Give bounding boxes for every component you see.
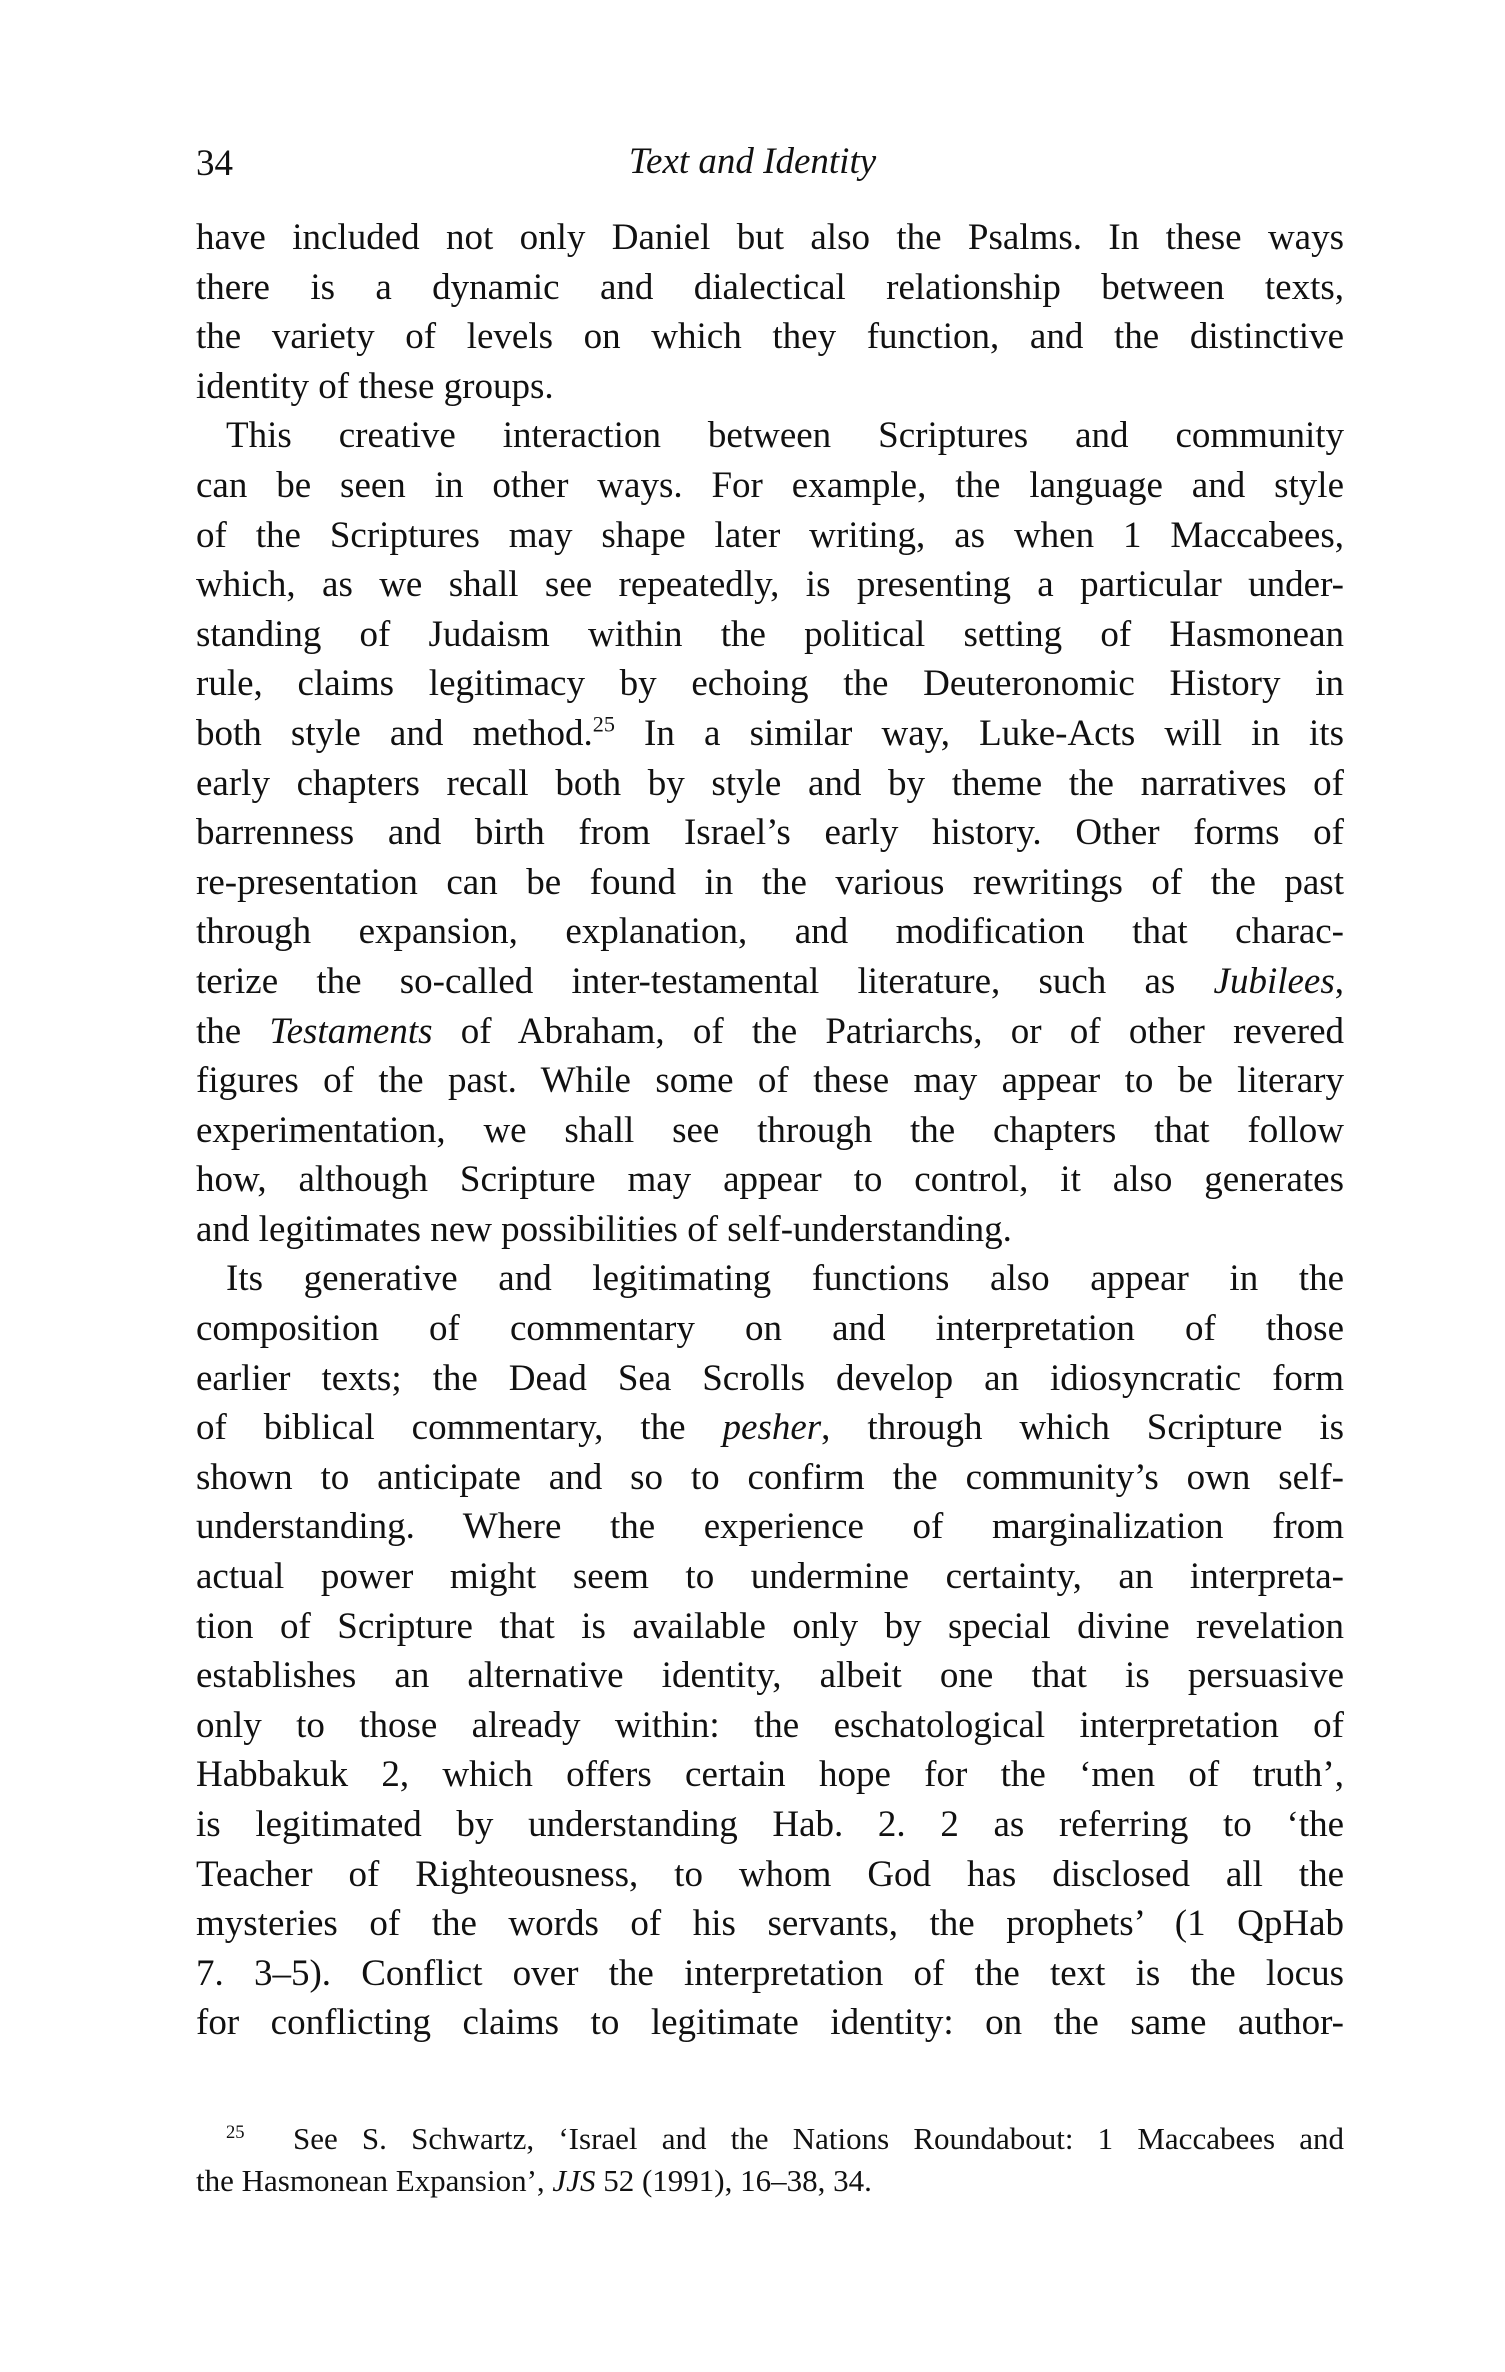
text-line <box>196 1899 1344 1949</box>
text-segment: there is a dynamic and dialectical relationship between texts, <box>196 266 1344 308</box>
footnote-marker: 25 <box>226 2121 245 2143</box>
text-segment: See S. Schwartz, ‘Israel and the Nations Roundabout: 1 Maccabees and <box>244 2121 1344 2156</box>
body-text <box>196 213 1344 2048</box>
text-line <box>196 1552 1344 1602</box>
footnote-line <box>196 2118 1344 2160</box>
text-segment: tion of Scripture that is available only by special divine revelation <box>196 1605 1344 1647</box>
text-line <box>196 1850 1344 1900</box>
text-segment: the <box>196 1010 270 1052</box>
text-line <box>196 1502 1344 1552</box>
text-segment: identity of these groups. <box>196 365 554 407</box>
text-segment: actual power might seem to undermine certainty, an interpreta- <box>196 1556 1344 1598</box>
text-segment: experimentation, we shall see through the chapters that follow <box>196 1109 1344 1151</box>
text-segment: This creative interaction between Scriptures and community <box>226 415 1344 457</box>
text-segment: mysteries of the words of his servants, the prophets’ (1 QpHab <box>196 1903 1344 1945</box>
text-line <box>196 1949 1344 1999</box>
text-segment: rule, claims legitimacy by echoing the Deuteronomic History in <box>196 663 1344 705</box>
italic-text: Testaments <box>269 1010 433 1052</box>
text-segment: only to those already within: the eschatological interpretation of <box>196 1704 1344 1746</box>
footnote-marker: 25 <box>592 711 615 737</box>
text-line <box>196 1701 1344 1751</box>
text-line <box>196 858 1344 908</box>
text-line <box>196 808 1344 858</box>
text-segment: barrenness and birth from Israel’s early history. Other forms of <box>196 812 1344 854</box>
text-line <box>196 1354 1344 1404</box>
text-line <box>196 1254 1344 1304</box>
text-segment: re-presentation can be found in the various rewritings of the past <box>196 861 1344 903</box>
text-segment: of biblical commentary, the <box>196 1407 723 1449</box>
text-line <box>196 213 1344 263</box>
text-segment: Teacher of Righteousness, to whom God has disclosed all the <box>196 1853 1344 1895</box>
italic-text: pesher <box>722 1407 822 1449</box>
text-line <box>196 362 1344 412</box>
text-segment: of the Scriptures may shape later writing, as when 1 Maccabees, <box>196 514 1344 556</box>
text-segment: for conflicting claims to legitimate identity: on the same author- <box>196 2002 1344 2044</box>
text-line <box>196 560 1344 610</box>
text-line <box>196 312 1344 362</box>
text-line <box>196 659 1344 709</box>
text-line <box>196 1106 1344 1156</box>
text-line <box>196 957 1344 1007</box>
text-segment: composition of commentary on and interpretation of those <box>196 1308 1344 1350</box>
text-segment: through expansion, explanation, and modification that charac- <box>196 911 1344 953</box>
text-line <box>196 1602 1344 1652</box>
text-line <box>196 511 1344 561</box>
text-segment: is legitimated by understanding Hab. 2. 2 as referring to ‘the <box>196 1804 1344 1845</box>
text-segment: and legitimates new possibilities of self-understanding. <box>196 1208 1012 1250</box>
text-line <box>196 1304 1344 1354</box>
text-line <box>196 1205 1344 1255</box>
text-segment: early chapters recall both by style and by theme the narratives of <box>196 762 1344 804</box>
text-segment: , through which Scripture is <box>821 1407 1344 1449</box>
italic-text: Jubilees <box>1213 960 1335 1002</box>
text-segment: shown to anticipate and so to confirm the community’s own self- <box>196 1456 1344 1498</box>
text-line <box>196 1453 1344 1503</box>
text-line <box>196 709 1344 759</box>
text-segment: of Abraham, of the Patriarchs, or of other revered <box>432 1010 1344 1052</box>
footnotes <box>196 2118 1344 2202</box>
text-line <box>196 461 1344 511</box>
text-line <box>196 1007 1344 1057</box>
text-segment: the variety of levels on which they function, and the distinctive <box>196 316 1344 358</box>
text-segment: have included not only Daniel but also the Psalms. In these ways <box>196 217 1344 258</box>
text-segment: both style and method. <box>196 712 593 754</box>
footnote-line <box>196 2160 1344 2202</box>
text-segment: understanding. Where the experience of marginalization from <box>196 1506 1344 1548</box>
text-segment: 7. 3–5). Conflict over the interpretation of the text is the locus <box>196 1952 1344 1994</box>
text-segment: figures of the past. While some of these may appear to be literary <box>196 1060 1344 1102</box>
text-line <box>196 1651 1344 1701</box>
text-segment: , <box>1334 960 1344 1002</box>
text-line <box>196 1800 1344 1850</box>
page-number: 34 <box>196 143 233 184</box>
text-line <box>196 411 1344 461</box>
text-line <box>196 1056 1344 1106</box>
text-segment: the Hasmonean Expansion’, <box>196 2163 553 2198</box>
text-segment: terize the so-called inter-testamental literature, such as <box>196 960 1214 1002</box>
text-segment: Habbakuk 2, which offers certain hope for the ‘men of truth’, <box>196 1754 1344 1796</box>
text-line <box>196 610 1344 660</box>
text-segment: establishes an alternative identity, albeit one that is persuasive <box>196 1655 1344 1697</box>
running-title: Text and Identity <box>628 141 877 182</box>
text-segment: standing of Judaism within the political setting of Hasmonean <box>196 613 1344 655</box>
text-line <box>196 1998 1344 2048</box>
text-segment: how, although Scripture may appear to control, it also generates <box>196 1159 1344 1201</box>
text-segment: Its generative and legitimating functions also appear in the <box>226 1258 1344 1300</box>
text-line <box>196 1403 1344 1453</box>
text-line <box>196 759 1344 809</box>
text-segment: 52 (1991), 16–38, 34. <box>595 2163 872 2198</box>
text-line <box>196 1155 1344 1205</box>
text-segment: which, as we shall see repeatedly, is presenting a particular under- <box>196 564 1344 606</box>
text-segment: can be seen in other ways. For example, the language and style <box>196 464 1344 506</box>
text-line <box>196 263 1344 313</box>
text-line <box>196 907 1344 957</box>
text-line <box>196 1750 1344 1800</box>
italic-text: JJS <box>552 2163 596 2198</box>
text-segment: earlier texts; the Dead Sea Scrolls develop an idiosyncratic form <box>196 1357 1344 1399</box>
text-segment: In a similar way, Luke-Acts will in its <box>614 712 1344 754</box>
